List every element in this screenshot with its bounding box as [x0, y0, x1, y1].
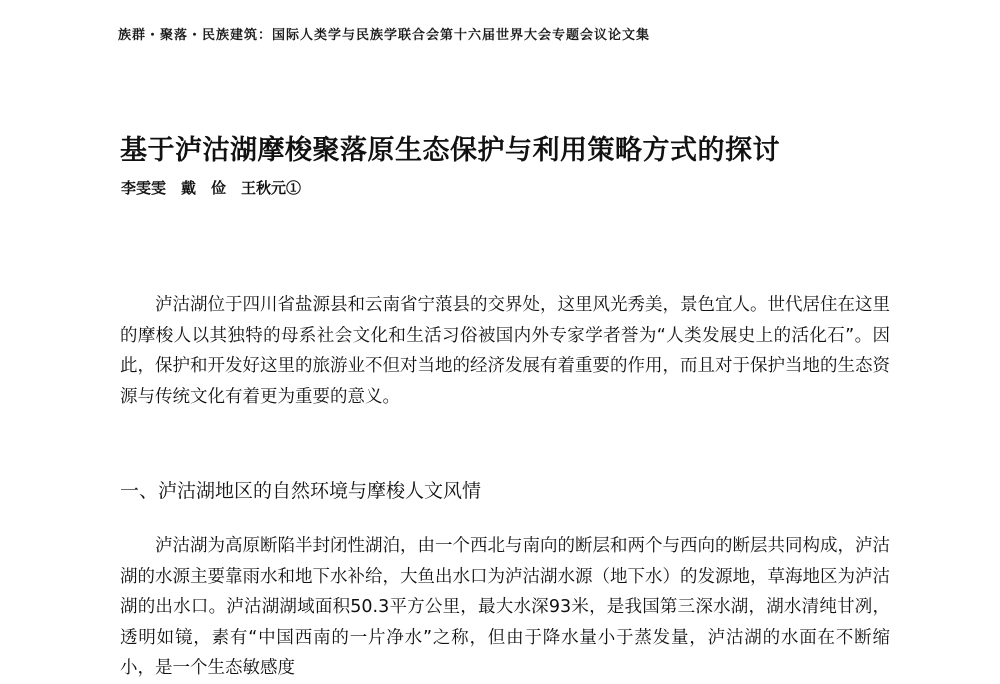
author-line: 李雯雯 戴 俭 王秋元①: [121, 179, 302, 197]
body-paragraph: 泸沽湖为高原断陷半封闭性湖泊，由一个西北与南向的断层和两个与西向的断层共同构成，泸沽湖的水源主要靠雨水和地下水补给，大鱼出水口为泸沽湖水源（地下水）的发源地，草海地区为泸沽湖的出水口。泸沽湖湖域面积50.3平方公里，最大水深93米，是我国第三深水湖，湖水清纯甘冽，透明如镜，素有“中国西南的一片净水”之称，但由于降水量小于蒸发量，泸沽湖的水面在不断缩小，是一个生态敏感度: [120, 536, 890, 678]
paper-title: 基于泸沽湖摩梭聚落原生态保护与利用策略方式的探讨: [120, 135, 780, 166]
intro-paragraph: 泸沽湖位于四川省盐源县和云南省宁蒗县的交界处，这里风光秀美，景色宜人。世代居住在这里的摩梭人以其独特的母系社会文化和生活习俗被国内外专家学者誉为“人类发展史上的活化石”。因此，保护和开发好这里的旅游业不但对当地的经济发展有着重要的作用，而且对于保护当地的生态资源与传统文化有着更为重要的意义。: [120, 295, 890, 407]
section-heading: 一、泸沽湖地区的自然环境与摩梭人文风情: [120, 480, 482, 502]
running-head: 族群・聚落・民族建筑：国际人类学与民族学联合会第十六届世界大会专题会议论文集: [118, 28, 651, 43]
